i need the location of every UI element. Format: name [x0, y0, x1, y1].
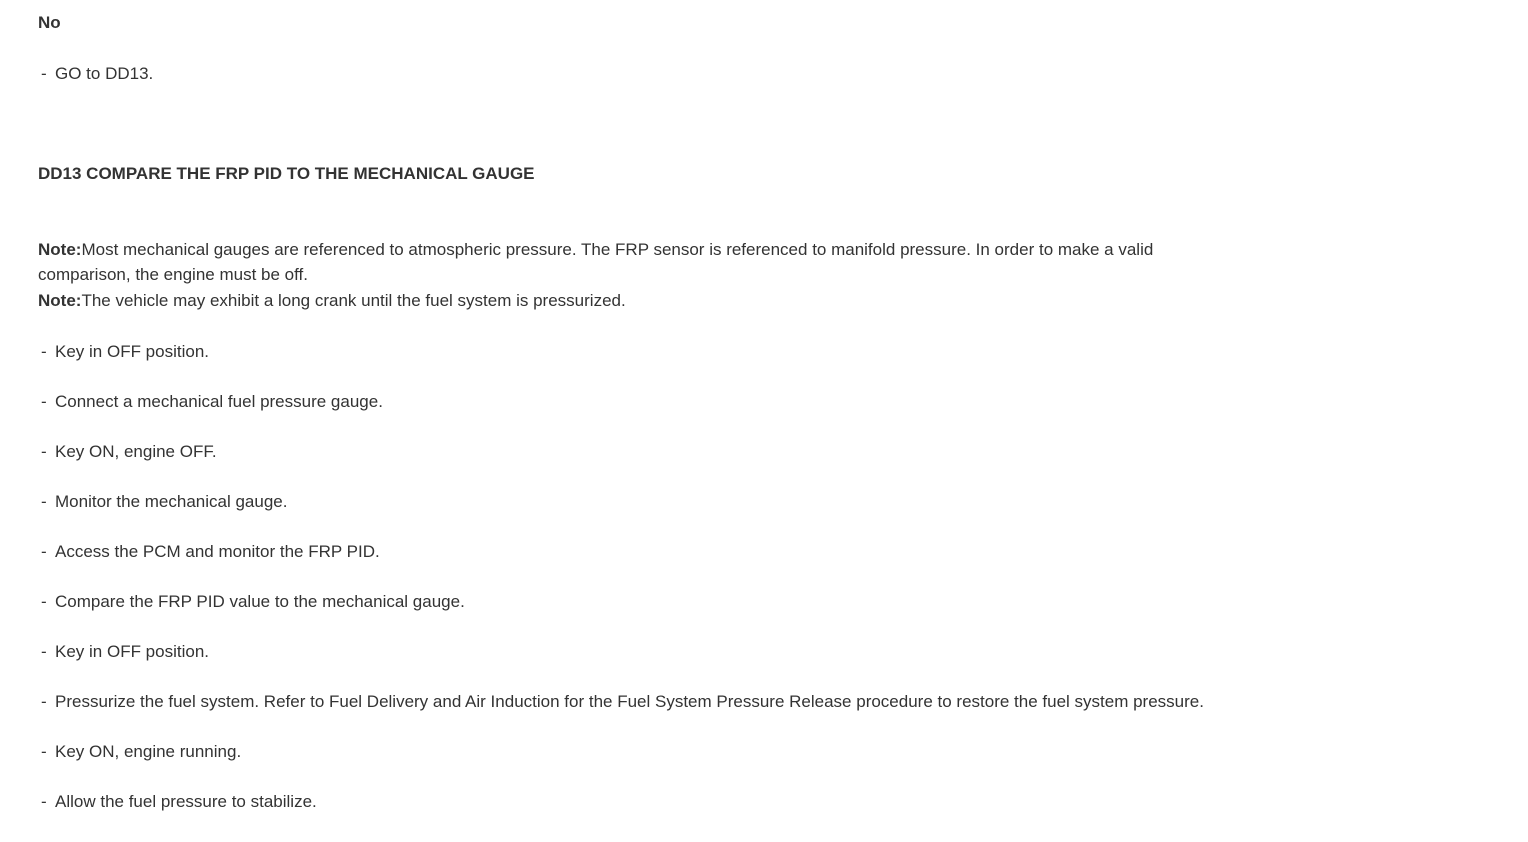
list-item: [41, 489, 287, 514]
list-item-text: Pressurize the fuel system. Refer to Fuel Delivery and Air Induction for the Fuel System Pressure Release procedure to restore the fuel system pressure.: [55, 692, 1204, 711]
note-text: The vehicle may exhibit a long crank until the fuel system is pressurized.: [81, 291, 626, 310]
step-heading: DD13 COMPARE THE FRP PID TO THE MECHANICAL GAUGE: [38, 164, 535, 183]
list-item-text: Compare the FRP PID value to the mechanical gauge.: [55, 592, 465, 611]
list-item: [41, 439, 217, 464]
list-item-text: Access the PCM and monitor the FRP PID.: [55, 542, 380, 561]
note: [38, 288, 1208, 313]
bullet-marker: -: [41, 64, 47, 83]
list-item: [41, 639, 209, 664]
bullet-marker: -: [41, 592, 47, 611]
list-item-text: Key in OFF position.: [55, 642, 210, 661]
note-text: Most mechanical gauges are referenced to atmospheric pressure. The FRP sensor is referenced to manifold pressure. In order to make a valid comparison, the engine must be off.: [38, 240, 1154, 284]
note-label: Note:: [38, 291, 82, 310]
bullet-marker: -: [41, 792, 47, 811]
bullet-marker: -: [41, 692, 47, 711]
bullet-marker: -: [41, 742, 47, 761]
bullet-marker: -: [41, 642, 47, 661]
bullet-marker: -: [41, 392, 47, 411]
list-item: [41, 789, 317, 814]
answer-label-no: No: [38, 13, 61, 32]
list-item-text: Key ON, engine running.: [55, 742, 242, 761]
list-item: [41, 689, 1204, 714]
list-item: [41, 589, 465, 614]
note: [38, 237, 1208, 287]
list-item: [41, 389, 383, 414]
list-item-text: Connect a mechanical fuel pressure gauge.: [55, 392, 383, 411]
note-label: Note:: [38, 240, 82, 259]
bullet-marker: -: [41, 542, 47, 561]
list-item: [41, 61, 153, 86]
list-item: [41, 739, 241, 764]
bullet-marker: -: [41, 442, 47, 461]
list-item: [41, 539, 380, 564]
list-item-text: Key in OFF position.: [55, 342, 210, 361]
list-item-text: Allow the fuel pressure to stabilize.: [55, 792, 317, 811]
list-item-text: GO to DD13.: [55, 64, 154, 83]
bullet-marker: -: [41, 342, 47, 361]
bullet-marker: -: [41, 492, 47, 511]
list-item-text: Monitor the mechanical gauge.: [55, 492, 288, 511]
list-item: [41, 339, 209, 364]
list-item-text: Key ON, engine OFF.: [55, 442, 217, 461]
